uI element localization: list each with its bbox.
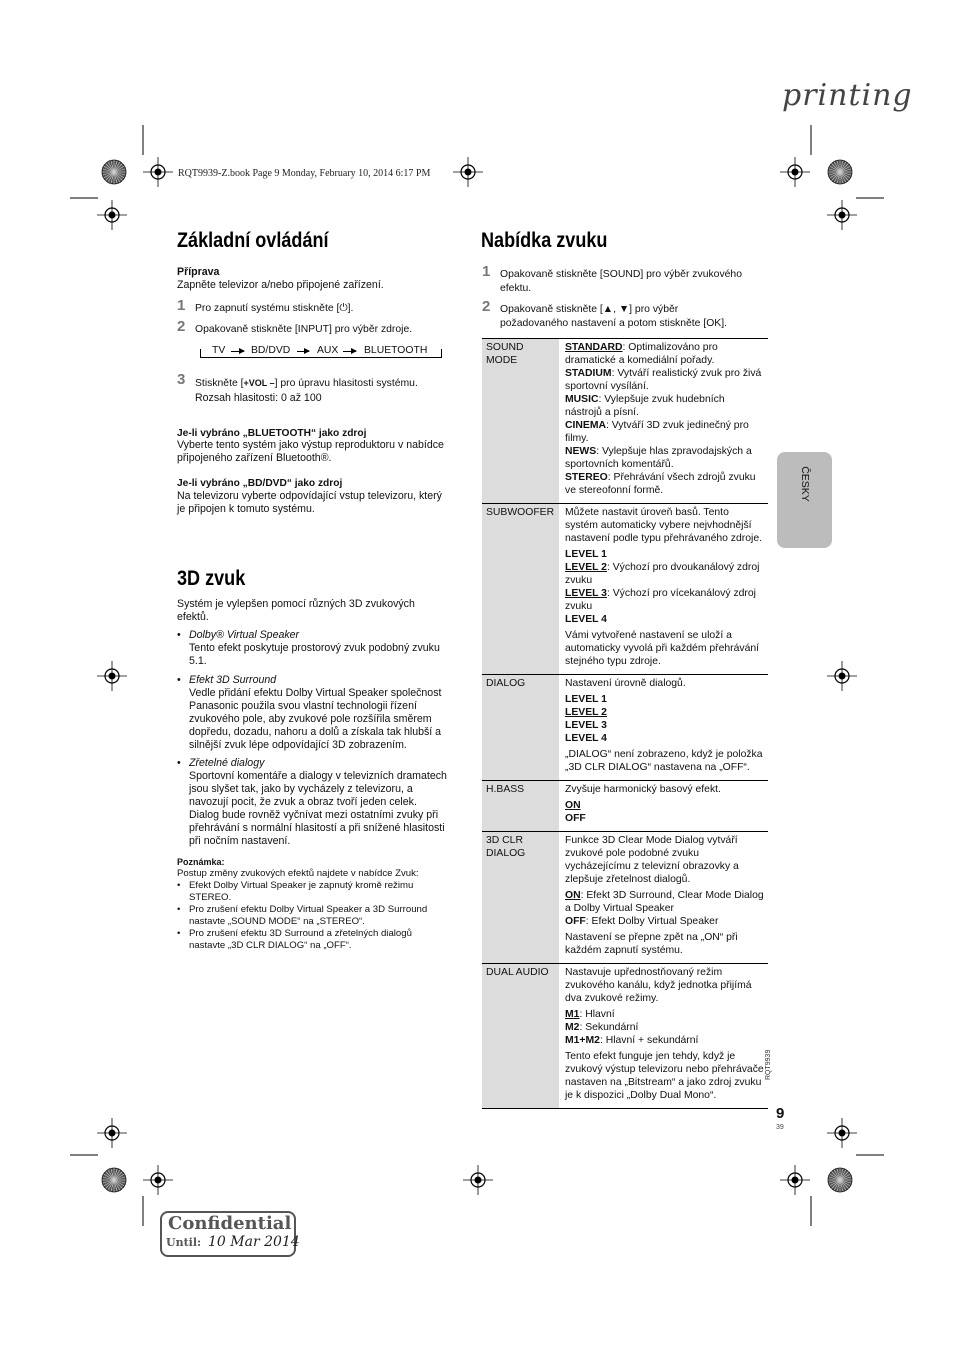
note-1: • Efekt Dolby Virtual Speaker je zapnutý kromě režimu STEREO. <box>177 880 414 903</box>
confidential-until-date: 10 Mar 2014 <box>208 1234 300 1250</box>
3d-intro-2: efektů. <box>177 611 209 623</box>
flow-bluetooth: BLUETOOTH <box>364 345 428 356</box>
flow-aux: AUX <box>317 345 339 356</box>
volume-range: Rozsah hlasitosti: 0 až 100 <box>195 392 322 404</box>
book-info-line: RQT9939-Z.book Page 9 Monday, February 10, 2014 6:17 PM <box>178 168 431 179</box>
table-row: SUBWOOFER Můžete nastavit úroveň basů. Tento systém automaticky vybere nejvhodnější nastavení podle typu přehrávaného zdroje. LEVEL 1 LEVEL 2: Výchozí pro dvoukanálový zdroj zvuku LEVEL 3: Výchozí pro vícekanálový zdroj zvuku LEVEL 4 Vámi vytvořené nastavení se uloží a automaticky vyvolá při každém přehrávání stejného typu zdroje. <box>482 503 768 674</box>
table-row: SOUND MODE STANDARD: Optimalizováno pro dramatické a komediální pořady. STADIUM: Vytváří realistický zvuk pro živá sportovní vysílání. MUSIC: Vylepšuje zvuk hudebních nástrojů a písní. CINEMA: Vytváří 3D zvuk jedinečný pro filmy. NEWS: Vylepšuje hlas zpravodajských a sportovních komentářů. STEREO: Přehrávání všech zdrojů zvuku ve stereofonní formě. <box>482 339 768 503</box>
row-label-3d-clr-dialog: 3D CLR DIALOG <box>482 832 559 963</box>
printing-stamp: printing <box>782 78 913 113</box>
section-title-3d: 3D zvuk <box>177 567 246 590</box>
row-label-sound-mode: SOUND MODE <box>482 339 559 503</box>
confidential-title: Confidential <box>168 1213 292 1234</box>
sound-menu-table <box>482 338 768 1109</box>
prep-label: Příprava <box>177 266 220 278</box>
bd-text-2: je připojen k tomuto systému. <box>177 503 315 515</box>
table-row: DIALOG Nastavení úrovně dialogů. LEVEL 1 LEVEL 2 LEVEL 3 LEVEL 4 „DIALOG“ není zobrazeno, když je položka „3D CLR DIALOG“ nastavena na „OFF“. <box>482 674 768 780</box>
basic-step-1: 1 Pro zapnutí systému stiskněte [⏻]. <box>177 297 354 314</box>
note-intro: Postup změny zvukových efektů najdete v nabídce Zvuk: <box>177 868 419 879</box>
bd-text-1: Na televizoru vyberte odpovídající vstup televizoru, který <box>177 490 442 502</box>
table-row: H.BASS Zvyšuje harmonický basový efekt. ON OFF <box>482 780 768 831</box>
flow-bddvd: BD/DVD <box>251 345 291 356</box>
row-label-dialog: DIALOG <box>482 675 559 780</box>
bt-heading: Je-li vybráno „BLUETOOTH“ jako zdroj <box>177 428 367 439</box>
menu-step-1: 1 Opakovaně stiskněte [SOUND] pro výběr zvukového efektu. <box>482 263 742 294</box>
doc-code: RQT9939 <box>765 1049 772 1080</box>
table-row: DUAL AUDIO Nastavuje upřednostňovaný režim zvukového kanálu, když jednotka přijímá dva zvukové režimy. M1: Hlavní M2: Sekundární M1+M2: Hlavní + sekundární Tento efekt funguje jen tehdy, když je zvukový výstup televizoru nebo přehrávače nastaven na „Bitstream“ a jako zdroj zvuku je k dispozici „Dolby Dual Mono“. <box>482 963 768 1108</box>
page-number-small: 39 <box>776 1124 784 1131</box>
note-heading: Poznámka: <box>177 857 225 867</box>
flow-tv: TV <box>212 345 226 356</box>
bt-text-2: připojeného zařízení Bluetooth®. <box>177 452 332 464</box>
input-flow-diagram <box>200 343 442 361</box>
3d-item-dialog: • Zřetelné dialogy Sportovní komentáře a dialogy v televizních dramatech jsou slyšet tak, jako by vycházely z televizoru, a navozují pocit, že zvuk a obraz tvoří jeden celek. Dialog bude rovněž vyčnívat mezi ostatními zvuky při přehrávání s normální hlasitostí a při snížené hlasitosti při nočním nastavení. <box>177 757 447 847</box>
prep-text: Zapněte televizor a/nebo připojené zařízení. <box>177 279 384 291</box>
bd-heading: Je-li vybráno „BD/DVD“ jako zdroj <box>177 478 343 489</box>
row-label-subwoofer: SUBWOOFER <box>482 504 559 674</box>
section-title-menu: Nabídka zvuku <box>481 229 608 252</box>
language-tab-label: ČESKY <box>799 466 811 502</box>
bt-text-1: Vyberte tento systém jako výstup reproduktoru v nabídce <box>177 439 444 451</box>
3d-item-dolby: • Dolby® Virtual Speaker Tento efekt poskytuje prostorový zvuk podobný zvuku 5.1. <box>177 629 440 667</box>
basic-step-2: 2 Opakovaně stiskněte [INPUT] pro výběr zdroje. <box>177 318 413 335</box>
note-3: • Pro zrušení efektu 3D Surround a zřetelných dialogů nastavte „3D CLR DIALOG“ na „OFF“. <box>177 928 412 951</box>
3d-item-surround: • Efekt 3D Surround Vedle přidání efektu Dolby Virtual Speaker společnost Panasonic použila svou vlastní technologii řízení zvukového pole, aby zvukové pole rozšířila směrem dopředu, dozadu, nahoru a dolů a získala tak hlubší a silnější zvuk lépe odpovídající 3D zobrazením. <box>177 674 442 751</box>
row-label-hbass: H.BASS <box>482 781 559 831</box>
section-title-basic: Základní ovládání <box>177 229 329 252</box>
row-label-dual-audio: DUAL AUDIO <box>482 964 559 1108</box>
confidential-until-label: Until: <box>166 1236 202 1249</box>
3d-intro-1: Systém je vylepšen pomocí různých 3D zvukových <box>177 598 415 610</box>
page-number: 9 <box>776 1105 785 1122</box>
table-row: 3D CLR DIALOG Funkce 3D Clear Mode Dialog vytváří zvukové pole podobné zvuku vycházejícímu z televizní obrazovky a zlepšuje zřetelnost dialogů. ON: Efekt 3D Surround, Clear Mode Dialog a Dolby Virtual Speaker OFF: Efekt Dolby Virtual Speaker Nastavení se přepne zpět na „ON“ při každém zapnutí systému. <box>482 831 768 963</box>
menu-step-2: 2 Opakovaně stiskněte [▲, ▼] pro výběr požadovaného nastavení a potom stiskněte [OK]. <box>482 298 728 329</box>
note-2: • Pro zrušení efektu Dolby Virtual Speaker a 3D Surround nastavte „SOUND MODE“ na „STEREO“. <box>177 904 428 927</box>
basic-step-3: 3 Stiskněte [+VOL –] pro úpravu hlasitosti systému. <box>177 371 418 389</box>
